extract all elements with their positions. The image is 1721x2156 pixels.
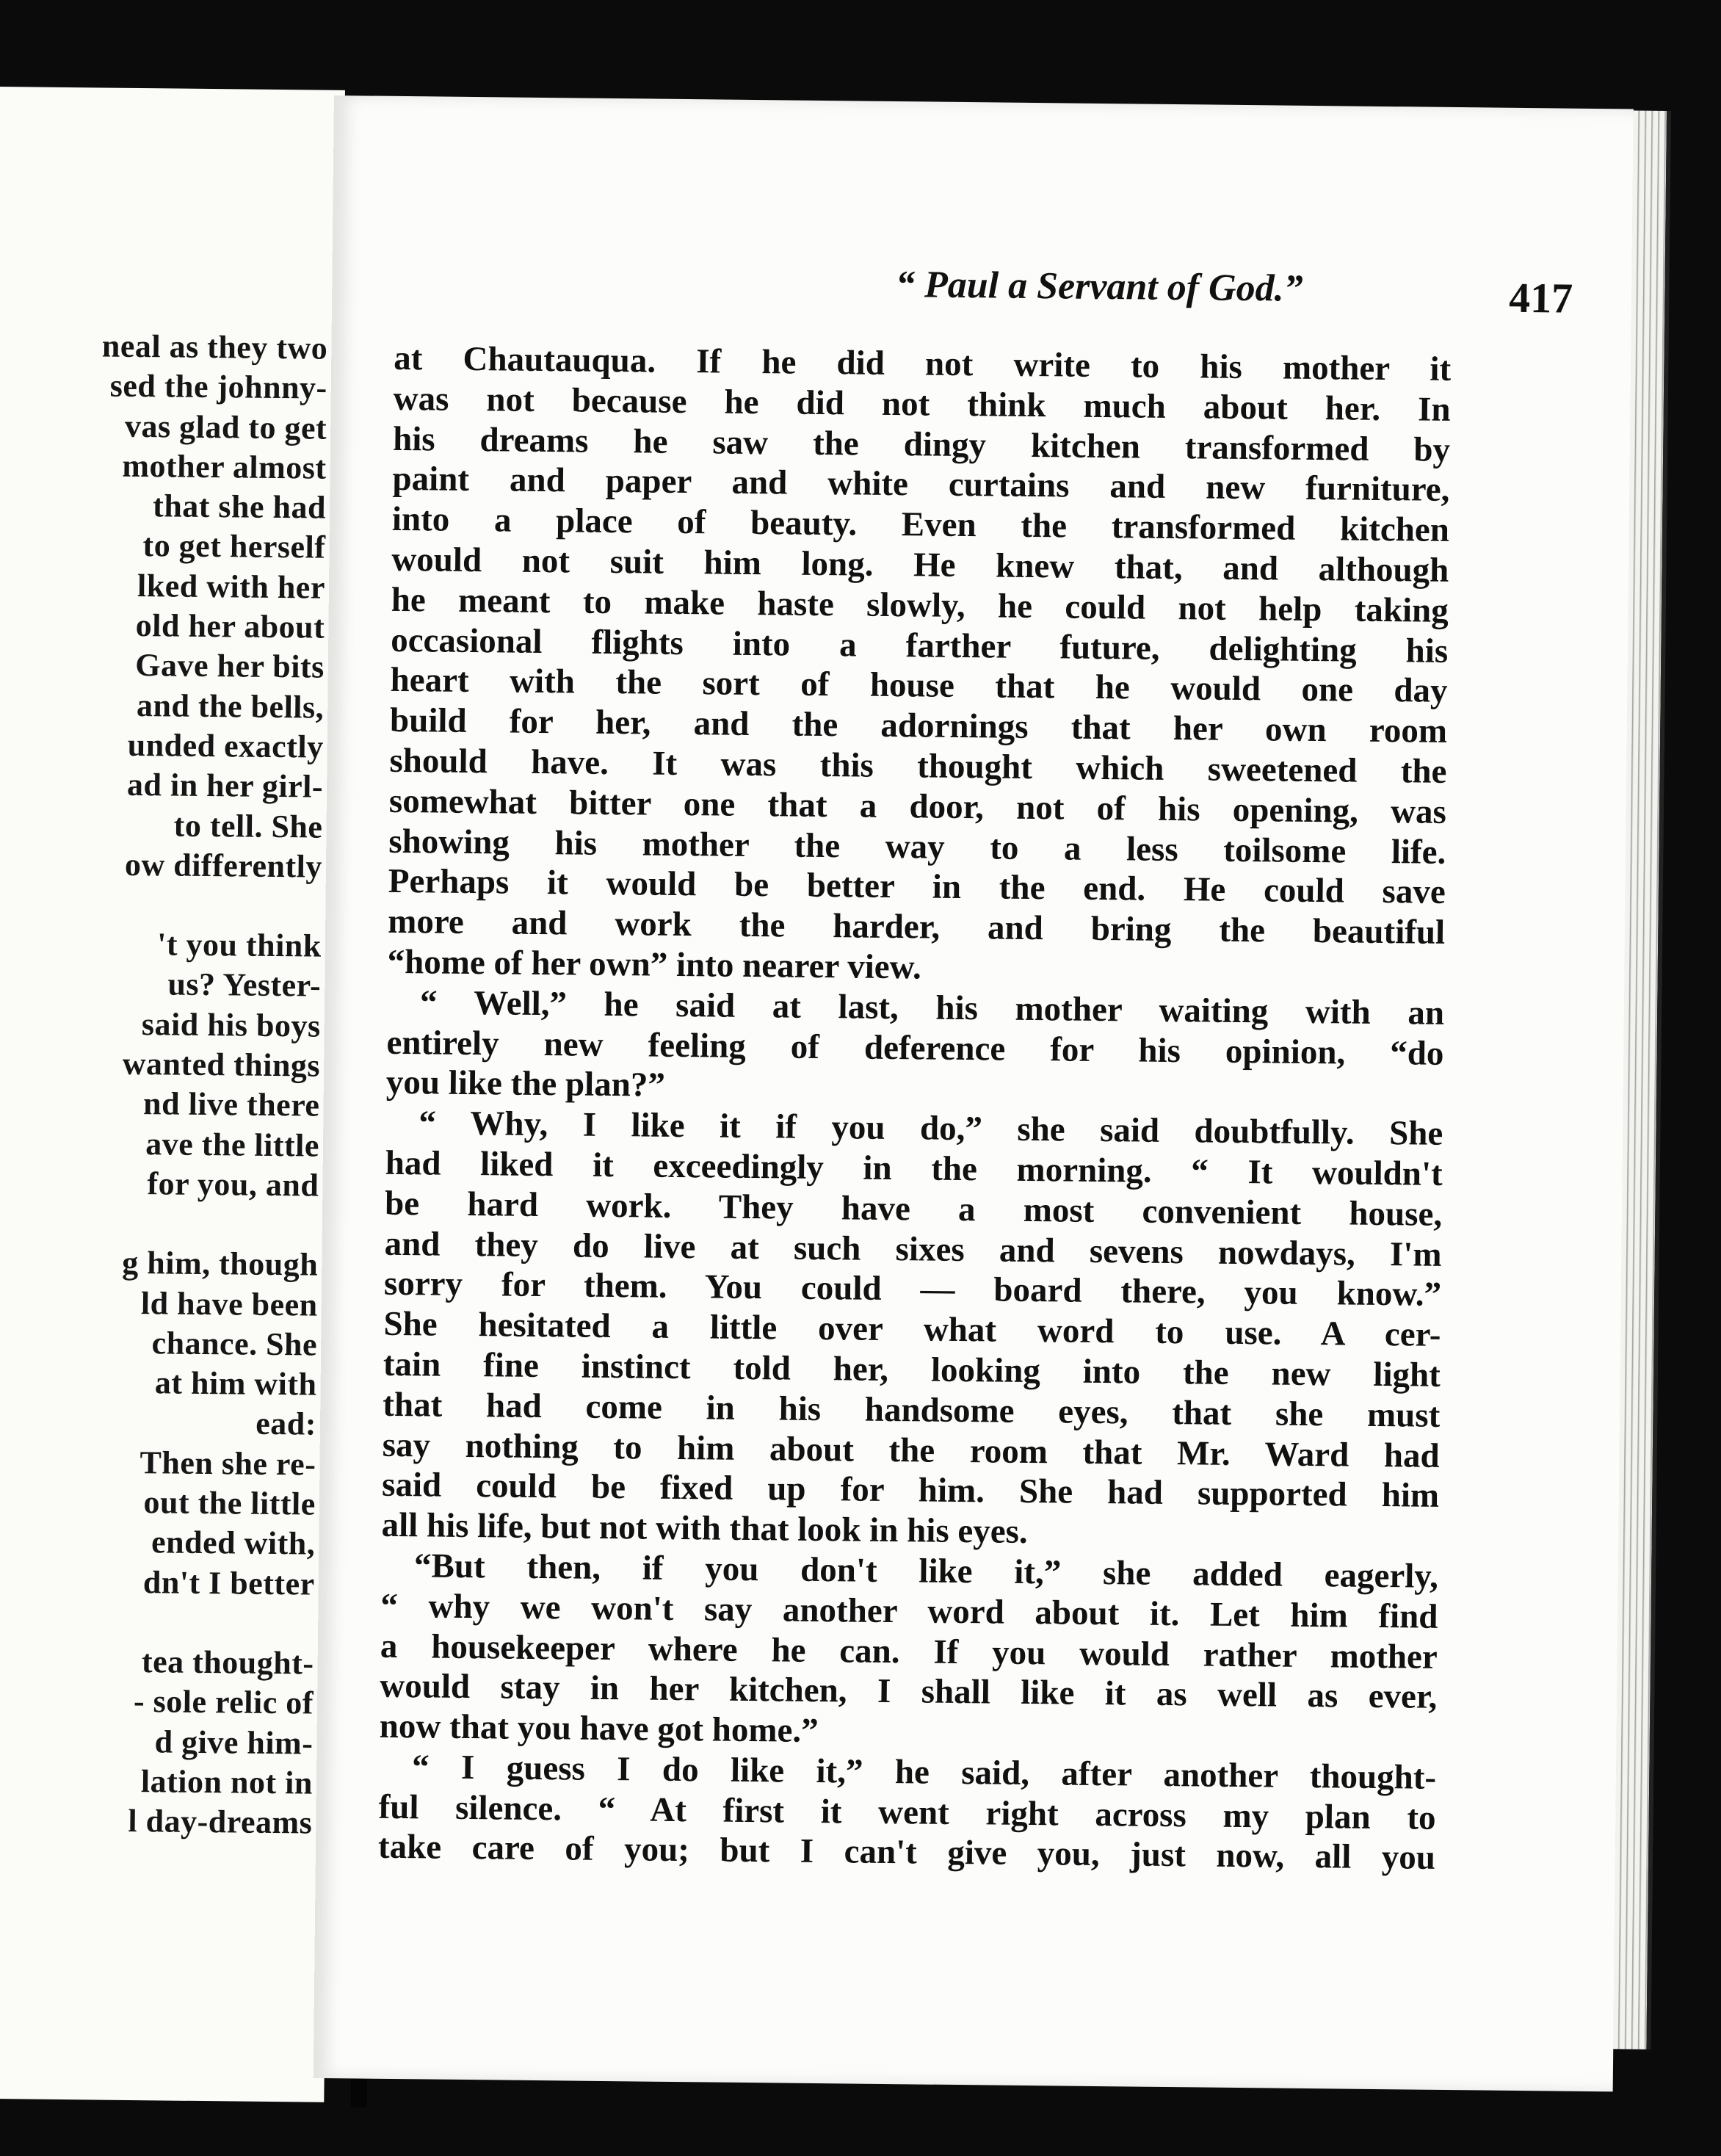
left-text-line: to get herself	[142, 527, 326, 566]
text-line: now that you have got home.”	[379, 1707, 819, 1751]
text-line: said could be fixed up for him. She had supported him	[381, 1466, 1440, 1516]
left-text-line: - sole relic of	[133, 1683, 314, 1721]
left-text-line	[0, 883, 322, 927]
text-line: “ Well,” he said at last, his mother waiting with an	[419, 983, 1445, 1032]
left-text-line: nd live there	[142, 1085, 320, 1124]
text-line: a housekeeper where he can. If you would rather mother	[380, 1627, 1438, 1676]
left-text-line: ad in her girl-	[126, 767, 324, 805]
text-line: his dreams he saw the dingy kitchen transformed by	[392, 419, 1451, 469]
left-text-line: Gave her bits	[135, 647, 325, 686]
left-text-line: dn't I better	[142, 1563, 315, 1602]
left-text-line: mother almost	[122, 447, 327, 486]
left-text-line	[0, 1601, 314, 1644]
left-text-line: lation not in	[140, 1762, 314, 1801]
text-line: into a place of beauty. Even the transformed kitchen	[391, 500, 1450, 550]
text-line: had liked it exceedingly in the morning. “ It wouldn't	[385, 1143, 1443, 1193]
left-text-line: d give him-	[154, 1723, 314, 1762]
page-number: 417	[1508, 273, 1573, 322]
text-line: “ Why, I like it if you do,” she said doubtfully. She	[419, 1104, 1443, 1154]
text-line: “home of her own” into nearer view.	[387, 942, 922, 987]
text-line: was not because he did not think much about her. In	[393, 379, 1451, 429]
text-line: take care of you; but I can't give you, just now, all you	[377, 1828, 1436, 1878]
left-text-line: sed the johnny-	[109, 367, 327, 406]
left-text-line: ld have been	[140, 1284, 318, 1323]
left-text-line: vas glad to get	[124, 408, 327, 446]
text-line: occasional flights into a farther future, delighting his	[390, 621, 1449, 670]
text-line: and they do live at such sixes and sevens nowdays, I'm	[384, 1224, 1442, 1274]
left-text-line: ow differently	[124, 846, 323, 885]
text-line: paint and paper and white curtains and new furniture,	[392, 460, 1450, 510]
text-line: She hesitated a little over what word to use. A cer-	[383, 1304, 1441, 1355]
left-text-line: old her about	[135, 607, 325, 645]
text-line: say nothing to him about the room that Mr. Ward had	[382, 1425, 1440, 1475]
left-text-line: unded exactly	[127, 726, 324, 765]
text-line: somewhat bitter one that a door, not of his opening, was	[388, 781, 1447, 831]
text-line: be hard work. They have a most convenient house,	[384, 1184, 1443, 1234]
text-line: “ why we won't say another word about it. Let him find	[380, 1586, 1438, 1636]
left-text-line: neal as they two	[101, 328, 328, 366]
left-text-line: said his boys	[141, 1005, 321, 1044]
left-text-line: ave the little	[145, 1125, 320, 1164]
left-page-text	[0, 325, 328, 1843]
left-page	[0, 87, 345, 2102]
body-text	[378, 339, 1452, 1878]
left-text-line: that she had	[152, 488, 327, 526]
text-line: Perhaps it would be better in the end. He could save	[388, 862, 1446, 912]
text-line: would stay in her kitchen, I shall like it as well as ever,	[380, 1667, 1438, 1717]
left-text-line: and the bells,	[136, 687, 325, 726]
left-text-line: g him, though	[122, 1245, 319, 1283]
left-text-line: Then she re-	[140, 1444, 316, 1483]
text-line: you like the plan?”	[385, 1063, 666, 1105]
left-text-line: out the little	[143, 1484, 316, 1522]
text-line: all his life, but not with that look in his eyes.	[381, 1505, 1028, 1552]
left-text-line: lked with her	[137, 567, 326, 606]
left-text-line	[0, 1202, 319, 1245]
text-line: build for her, and the adornings that her own room	[389, 701, 1448, 751]
left-text-line: ead:	[256, 1406, 317, 1443]
left-text-line: 't you think	[156, 926, 322, 964]
left-text-line: us? Yester-	[167, 966, 322, 1005]
text-line: he meant to make haste slowly, he could not help taking	[391, 580, 1449, 630]
left-text-line: ended with,	[151, 1524, 316, 1562]
left-text-line: wanted things	[122, 1045, 321, 1084]
text-line: more and work the harder, and bring the beautiful	[387, 902, 1446, 952]
left-text-line: tea thought-	[141, 1643, 314, 1682]
text-line: “But then, if you don't like it,” she added eagerly,	[413, 1547, 1439, 1596]
left-text-line: l day-dreams	[128, 1803, 313, 1841]
text-line: “ I guess I do like it,” he said, after another thought-	[411, 1748, 1437, 1797]
text-line: at Chautauqua. If he did not write to his mother it	[393, 339, 1452, 388]
text-line: entirely new feeling of deference for his opinion, “do	[386, 1023, 1444, 1073]
text-line: showing his mother the way to a less toilsome life.	[388, 822, 1446, 872]
text-line: sorry for them. You could — board there, you know.”	[383, 1265, 1442, 1314]
text-line: heart with the sort of house that he would one day	[390, 661, 1448, 711]
text-line: tain fine instinct told her, looking into the new light	[383, 1345, 1441, 1394]
left-text-line: for you, and	[147, 1165, 319, 1204]
text-line: should have. It was this thought which sweetened the	[389, 741, 1447, 791]
text-line: would not suit him long. He knew that, and although	[391, 540, 1449, 590]
text-line: that had come in his handsome eyes, that she must	[383, 1385, 1441, 1435]
left-text-line: chance. She	[151, 1325, 318, 1363]
running-head: “ Paul a Servant of God.”	[895, 264, 1303, 310]
left-text-line: to tell. She	[173, 807, 323, 845]
text-line: ful silence. “ At first it went right across my plan to	[378, 1787, 1436, 1837]
right-page	[314, 95, 1634, 2091]
left-text-line: at him with	[154, 1364, 317, 1403]
